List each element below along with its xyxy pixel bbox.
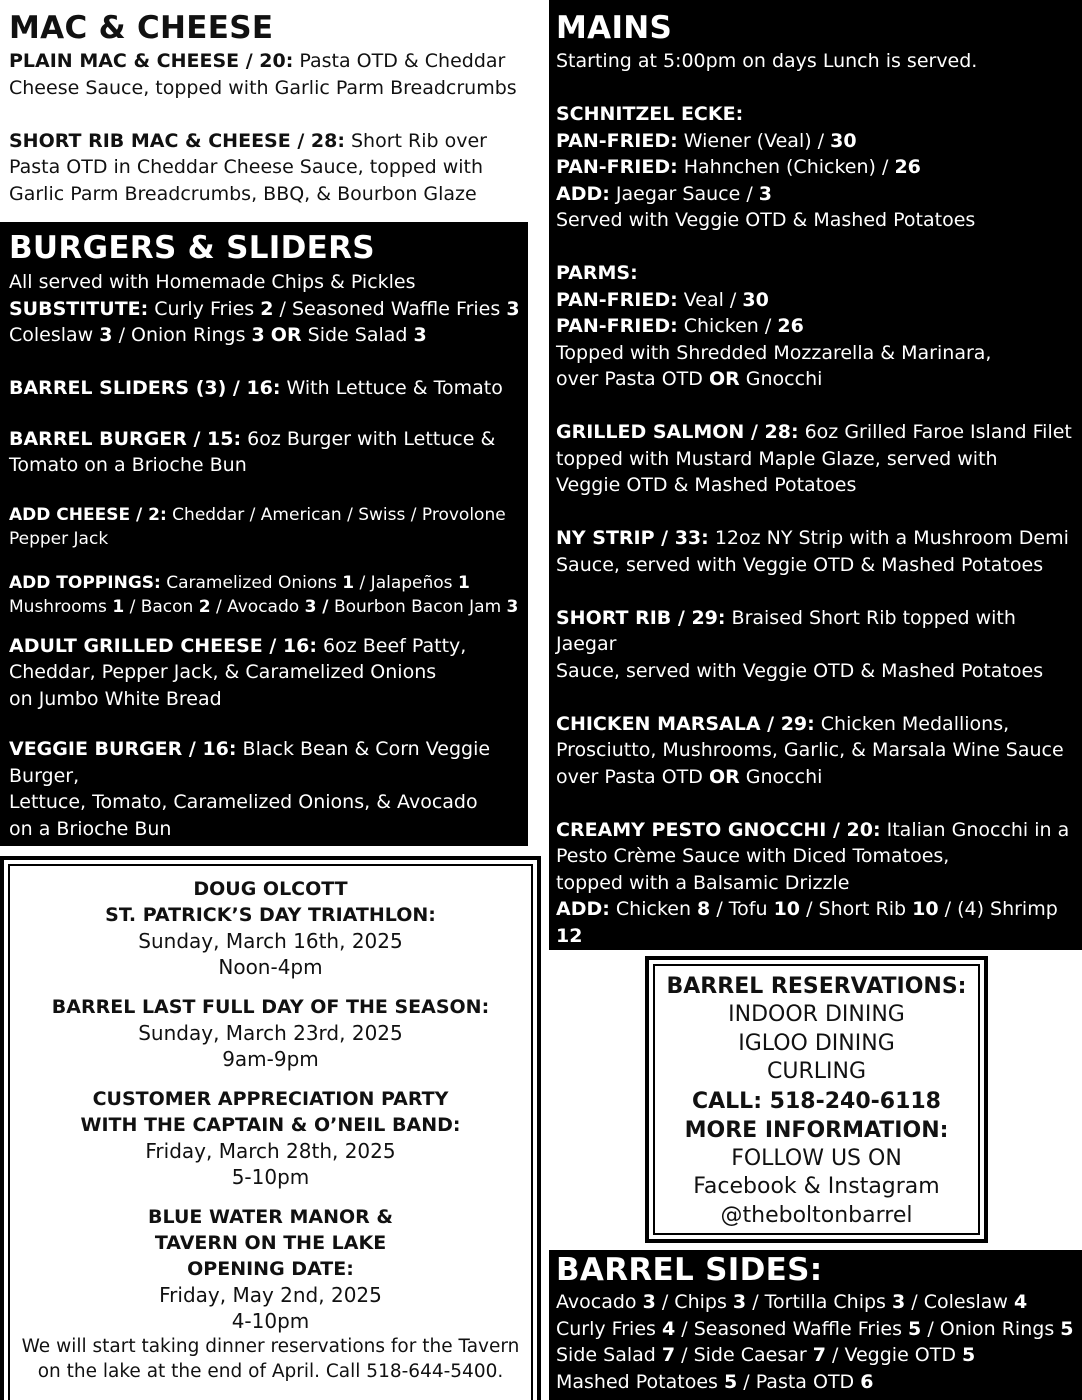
marsala-or: OR — [708, 765, 740, 788]
sliders-name: BARREL SLIDERS (3) / 16: — [9, 377, 281, 399]
burgers-section — [0, 222, 528, 846]
event-1-title: DOUG OLCOTT — [193, 878, 348, 900]
top-avocado: / Avocado — [215, 596, 300, 617]
parms-group — [556, 260, 1082, 393]
short-rib-item — [556, 605, 1082, 685]
veg-name: VEGGIE BURGER / 16: — [9, 738, 237, 760]
add-short-rib-price: 10 — [912, 898, 939, 920]
sub-curly-price: 2 — [260, 297, 274, 320]
side-coleslaw-price: 4 — [1014, 1291, 1028, 1313]
side-salad: Side Salad — [556, 1344, 656, 1366]
burger-desc: 6oz Burger with Lettuce & — [247, 427, 496, 450]
reservations-title: BARREL RESERVATIONS: — [666, 974, 967, 999]
pesto-desc: Italian Gnocchi in a — [886, 818, 1070, 841]
side-tortilla: / Tortilla Chips — [752, 1291, 886, 1313]
side-veggie-price: 5 — [962, 1344, 976, 1366]
side-tortilla-price: 3 — [892, 1291, 906, 1313]
sub-salad: Side Salad — [307, 324, 408, 346]
parm-2-desc: Chicken / — [683, 315, 772, 337]
side-avocado: Avocado — [556, 1291, 637, 1313]
top-bacon: / Bacon — [129, 596, 194, 617]
event-4-time: 4-10pm — [231, 1309, 310, 1333]
short-rib-name: SHORT RIB / 29: — [556, 606, 726, 629]
add-salmon-price: 12 — [633, 951, 660, 973]
reservations-phone: CALL: 518-240-6118 — [691, 1088, 941, 1114]
schnitzel-1-label: PAN-FRIED: — [556, 129, 678, 152]
pesto-name: CREAMY PESTO GNOCCHI / 20: — [556, 818, 881, 841]
sides-list — [556, 1289, 1082, 1395]
pesto-desc-3: topped with a Balsamic Drizzle — [556, 871, 850, 894]
schnitzel-add-label: ADD: — [556, 182, 610, 205]
sub-coleslaw: Coleslaw — [9, 324, 94, 346]
mains-title: MAINS — [556, 10, 673, 46]
substitute-label: SUBSTITUTE: — [9, 297, 149, 320]
add-short-rib: / Short Rib — [806, 898, 907, 920]
parm-2-label: PAN-FRIED: — [556, 315, 678, 337]
top-jam-price: 3 — [506, 596, 519, 617]
parms-gnocchi: Gnocchi — [745, 368, 823, 390]
veg-desc: Black Bean & Corn Veggie Burger, — [9, 738, 491, 787]
sub-curly: Curly Fries — [154, 297, 255, 320]
event-2-time: 9am-9pm — [222, 1047, 319, 1071]
side-onion-price: 5 — [1060, 1317, 1074, 1340]
add-steak-price: 12 — [738, 951, 765, 973]
social-handle[interactable]: @theboltonbarrel — [720, 1202, 913, 1228]
add-shrimp: / (4) Shrimp — [944, 898, 1058, 920]
top-avocado-price: 3 / — [304, 596, 329, 617]
side-salad-price: 7 — [661, 1344, 676, 1366]
marsala-desc-2: Prosciutto, Mushrooms, Garlic, & Marsala Wine Sauce — [556, 739, 1064, 761]
side-onion: / Onion Rings — [927, 1317, 1055, 1340]
event-3-date: Friday, March 28th, 2025 — [145, 1139, 396, 1163]
event-4-title: BLUE WATER MANOR & — [148, 1206, 393, 1228]
chicken-marsala-item — [556, 711, 1082, 791]
salmon-desc-3: Veggie OTD & Mashed Potatoes — [556, 474, 857, 496]
sliders-desc: With Lettuce & Tomato — [286, 377, 503, 399]
side-waffle-price: 5 — [908, 1317, 922, 1340]
follow-us: FOLLOW US ON — [731, 1145, 902, 1171]
side-pasta: / Pasta OTD — [743, 1370, 855, 1393]
side-caesar-price: 7 — [812, 1344, 826, 1366]
add-salmon: Salmon — [556, 951, 628, 973]
ny-strip-desc: 12oz NY Strip with a Mushroom Demi — [714, 527, 1069, 549]
top-onions-price: 1 — [342, 572, 355, 593]
event-4-title-3: OPENING DATE: — [187, 1258, 354, 1280]
top-jalapenos: / Jalapeños — [359, 572, 453, 593]
event-2-title: BARREL LAST FULL DAY OF THE SEASON: — [51, 996, 490, 1018]
parm-1-price: 30 — [742, 288, 769, 311]
top-bacon-price: 2 — [198, 596, 211, 617]
agc-desc-3: on Jumbo White Bread — [9, 687, 222, 710]
salmon-item — [556, 419, 1082, 499]
cheese-list-2: Pepper Jack — [9, 528, 109, 549]
side-chips-price: 3 — [732, 1291, 747, 1313]
event-2-date: Sunday, March 23rd, 2025 — [138, 1021, 403, 1045]
social-platforms: Facebook & Instagram — [693, 1174, 940, 1199]
add-tofu: / Tofu — [716, 898, 768, 920]
reservations-box — [645, 956, 988, 1243]
plain-mac-name: PLAIN MAC & CHEESE / 20: — [9, 50, 294, 72]
sub-onion-price: 3 — [251, 324, 265, 346]
agc-name: ADULT GRILLED CHEESE / 16: — [9, 634, 317, 657]
parms-desc: Topped with Shredded Mozzarella & Marinara, — [556, 341, 992, 364]
sub-salad-price: 3 — [413, 324, 427, 346]
reservations-indoor: INDOOR DINING — [728, 1002, 905, 1027]
salmon-name: GRILLED SALMON / 28: — [556, 421, 799, 443]
event-4-title-2: TAVERN ON THE LAKE — [154, 1232, 387, 1254]
side-caesar: / Side Caesar — [681, 1344, 807, 1366]
marsala-gnocchi: Gnocchi — [745, 765, 823, 788]
parm-1-desc: Veal / — [683, 288, 737, 311]
pesto-desc-2: Pesto Crème Sauce with Diced Tomatoes, — [556, 845, 950, 867]
event-3-title: CUSTOMER APPRECIATION PARTY — [92, 1088, 449, 1110]
mac-cheese-section — [0, 0, 530, 222]
add-toppings-item — [9, 571, 528, 619]
burgers-intro — [9, 269, 528, 349]
burger-item — [9, 426, 528, 479]
sides-section — [549, 1250, 1082, 1400]
add-toppings-label: ADD TOPPINGS: — [9, 572, 161, 593]
veg-desc-2: Lettuce, Tomato, Caramelized Onions, & Avocado — [9, 791, 478, 813]
side-waffle: / Seasoned Waffle Fries — [681, 1317, 902, 1340]
side-chips: / Chips — [661, 1291, 727, 1313]
schnitzel-heading: SCHNITZEL ECKE: — [556, 103, 744, 125]
pesto-add-label: ADD: — [556, 898, 610, 920]
schnitzel-group — [556, 101, 1082, 234]
reservations-curling: CURLING — [767, 1059, 866, 1084]
top-mushrooms-price: 1 — [112, 596, 125, 617]
event-1-date: Sunday, March 16th, 2025 — [138, 929, 403, 953]
schnitzel-add-price: 3 — [758, 182, 773, 205]
ny-strip-item — [556, 525, 1082, 578]
plain-mac-desc: Pasta OTD & Cheddar — [299, 50, 506, 72]
schnitzel-1-desc: Wiener (Veal) / — [683, 129, 825, 152]
top-mushrooms: Mushrooms — [9, 596, 107, 617]
more-info-heading: MORE INFORMATION: — [684, 1117, 949, 1143]
short-rib-mac-desc-3: Garlic Parm Breadcrumbs, BBQ, & Bourbon Glaze — [9, 182, 477, 205]
schnitzel-2-desc: Hahnchen (Chicken) / — [683, 156, 889, 178]
add-shrimp-price: 12 — [556, 924, 583, 947]
veggie-burger-item — [9, 736, 528, 842]
marsala-desc: Chicken Medallions, — [820, 712, 1010, 735]
ny-strip-desc-2: Sauce, served with Veggie OTD & Mashed Potatoes — [556, 553, 1044, 576]
parm-2-price: 26 — [777, 315, 804, 337]
side-mashed-price: 5 — [723, 1370, 738, 1393]
cheese-list: Cheddar / American / Swiss / Provolone — [172, 504, 506, 525]
marsala-desc-3: over Pasta OTD — [556, 765, 703, 788]
mains-section — [549, 0, 1082, 973]
salmon-desc-2: topped with Mustard Maple Glaze, served with — [556, 447, 998, 470]
events-content — [4, 876, 537, 1384]
parm-1-label: PAN-FRIED: — [556, 288, 678, 311]
top-onions: Caramelized Onions — [166, 572, 337, 593]
schnitzel-2-price: 26 — [894, 156, 921, 178]
sub-coleslaw-price: 3 — [99, 324, 113, 346]
plain-mac-item — [9, 48, 530, 101]
side-mashed: Mashed Potatoes — [556, 1370, 718, 1393]
sub-or: OR — [270, 324, 302, 346]
add-cheese-label: ADD CHEESE / 2: — [9, 504, 167, 525]
sides-title: BARREL SIDES: — [556, 1252, 823, 1288]
marsala-name: CHICKEN MARSALA / 29: — [556, 712, 815, 735]
events-box — [0, 856, 541, 1400]
event-1-time: Noon-4pm — [218, 955, 323, 979]
reservations-content — [649, 972, 984, 1230]
burger-name: BARREL BURGER / 15: — [9, 427, 242, 450]
sub-onion: / Onion Rings — [118, 324, 246, 346]
events-note-2: on the lake at the end of April. Call 518-644-5400. — [37, 1361, 504, 1382]
parms-heading: PARMS: — [556, 262, 638, 284]
salmon-desc: 6oz Grilled Faroe Island Filet — [804, 421, 1072, 443]
schnitzel-1-price: 30 — [830, 129, 857, 152]
add-chicken: Chicken — [615, 898, 691, 920]
schnitzel-served: Served with Veggie OTD & Mashed Potatoes — [556, 209, 976, 231]
add-steak: / Steak — [665, 951, 733, 973]
side-avocado-price: 3 — [642, 1291, 656, 1313]
side-pasta-price: 6 — [860, 1370, 874, 1393]
event-3-title-2: WITH THE CAPTAIN & O’NEIL BAND: — [80, 1114, 461, 1136]
short-rib-desc-2: Sauce, served with Veggie OTD & Mashed Potatoes — [556, 659, 1044, 682]
events-note: We will start taking dinner reservations for the Tavern — [21, 1336, 520, 1357]
top-jalapenos-price: 1 — [457, 572, 470, 593]
side-veggie: / Veggie OTD — [832, 1344, 956, 1366]
event-3-time: 5-10pm — [231, 1165, 310, 1189]
short-rib-mac-item — [9, 128, 530, 208]
agc-desc-2: Cheddar, Pepper Jack, & Caramelized Onions — [9, 661, 437, 683]
top-jam: Bourbon Bacon Jam — [333, 596, 502, 617]
sliders-item — [9, 375, 528, 402]
reservations-igloo: IGLOO DINING — [738, 1030, 895, 1056]
sub-waffle-price: 3 — [506, 297, 520, 320]
add-cheese-item — [9, 503, 528, 551]
short-rib-desc: Braised Short Rib topped with Jaegar — [556, 606, 1016, 655]
burgers-intro-text: All served with Homemade Chips & Pickles — [9, 271, 416, 293]
schnitzel-add-desc: Jaegar Sauce / — [615, 182, 753, 205]
sub-waffle: / Seasoned Waffle Fries — [279, 297, 501, 320]
side-curly-price: 4 — [661, 1317, 676, 1340]
event-1-title-2: ST. PATRICK’S DAY TRIATHLON: — [105, 904, 436, 926]
adult-grilled-cheese-item — [9, 633, 528, 713]
veg-desc-3: on a Brioche Bun — [9, 817, 172, 840]
burgers-title: BURGERS & SLIDERS — [9, 230, 375, 266]
ny-strip-name: NY STRIP / 33: — [556, 527, 709, 549]
agc-desc: 6oz Beef Patty, — [323, 634, 467, 657]
add-tofu-price: 10 — [773, 898, 801, 920]
pesto-gnocchi-item — [556, 817, 1082, 976]
parms-desc-2: over Pasta OTD — [556, 368, 703, 390]
parms-or: OR — [708, 368, 740, 390]
schnitzel-2-label: PAN-FRIED: — [556, 156, 678, 178]
plain-mac-desc-2: Cheese Sauce, topped with Garlic Parm Breadcrumbs — [9, 76, 517, 99]
side-coleslaw: / Coleslaw — [911, 1291, 1008, 1313]
short-rib-mac-name: SHORT RIB MAC & CHEESE / 28: — [9, 129, 345, 152]
short-rib-mac-desc-2: Pasta OTD in Cheddar Cheese Sauce, topped with — [9, 156, 484, 178]
burger-desc-2: Tomato on a Brioche Bun — [9, 454, 247, 476]
short-rib-mac-desc: Short Rib over — [350, 129, 487, 152]
side-curly: Curly Fries — [556, 1317, 656, 1340]
mains-intro: Starting at 5:00pm on days Lunch is served. — [556, 50, 978, 72]
add-chicken-price: 8 — [697, 898, 711, 920]
mac-cheese-title: MAC & CHEESE — [9, 10, 274, 46]
event-4-date: Friday, May 2nd, 2025 — [159, 1283, 382, 1307]
